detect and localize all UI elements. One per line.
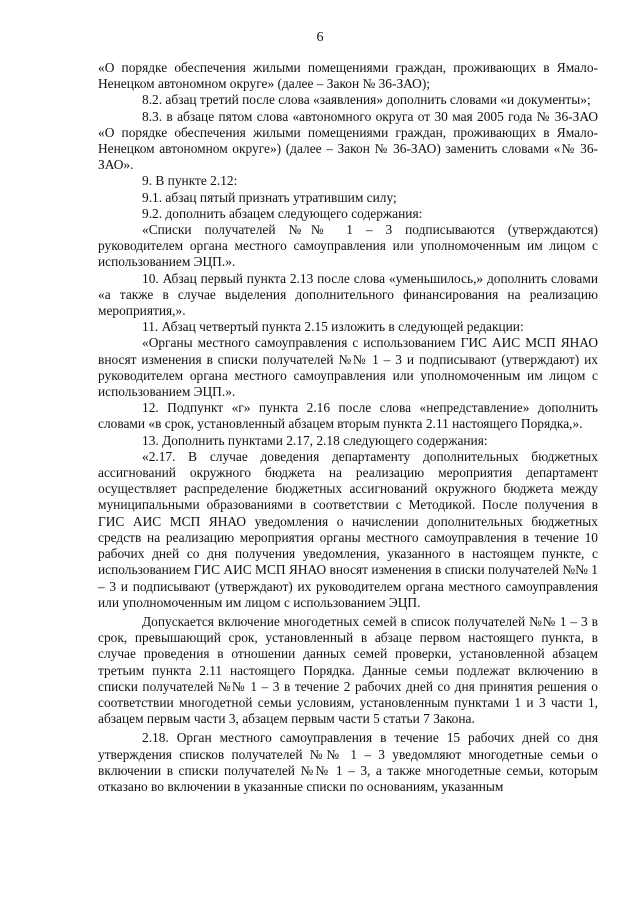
paragraph-8-3: 8.3. в абзаце пятом слова «автономного округа от 30 мая 2005 года № 36-ЗАО «О порядке обеспечения жилыми помещениями граждан, проживающих в Ямало-Ненецком автономном округе») (далее – Закон № 36-ЗАО) заменить словами «№ 36-ЗАО». [98,108,598,173]
paragraph-13: 13. Дополнить пунктами 2.17, 2.18 следующего содержания: [142,432,488,448]
paragraph-2-18: 2.18. Орган местного самоуправления в течение 15 рабочих дней со дня утверждения списков получателей №№ 1 – 3 уведомляют многодетные семьи о включении в списки получателей №№ 1 – 3, а также многодетные семьи, которым отказано во включении в указанные списки по основаниям, указанным [98,730,598,794]
paragraph-2-17: «2.17. В случае доведения департаменту дополнительных бюджетных ассигнований окружного бюджета на реализацию мероприятия департамент осуществляет распределение бюджетных ассигнований окружного бюджета между муниципальными образованиями в соответствии с Методикой. После получения в ГИС АИС МСП ЯНАО уведомления о начислении дополнительных бюджетных средств на реализацию мероприятия органы местного самоуправления в течение 10 рабочих дней со дня получения уведомления, указанного в настоящем пункте, с использованием ГИС АИС МСП ЯНАО вносят изменения в списки получателей №№ 1 – 3 и подписывают (утверждают) их руководителем органа местного самоуправления или уполномоченным им лицом с использованием ЭЦП. [98,448,598,610]
paragraph-10: 10. Абзац первый пункта 2.13 после слова «уменьшилось,» дополнить словами «а также в случае выделения дополнительного финансирования на реализацию мероприятия,». [98,270,598,319]
paragraph-9: 9. В пункте 2.12: [142,173,238,189]
paragraph-11: 11. Абзац четвертый пункта 2.15 изложить в следующей редакции: [142,319,524,335]
paragraph-9-2-quote: «Списки получателей №№ 1 – 3 подписываются (утверждаются) руководителем органа местного самоуправления или уполномоченным им лицом с использованием ЭЦП.». [98,222,598,270]
paragraph-8-2: 8.2. абзац третий после слова «заявления» дополнить словами «и документы»; [142,92,591,108]
document-body [98,60,598,795]
page-number: 6 [316,30,324,45]
paragraph-9-1: 9.1. абзац пятый признать утратившим силу; [142,189,397,205]
paragraph-12: 12. Подпункт «г» пункта 2.16 после слова «непредставление» дополнить словами «в срок, установленный абзацем вторым пункта 2.11 настоящего Порядка,». [98,400,598,432]
paragraph-9-2: 9.2. дополнить абзацем следующего содержания: [142,205,423,221]
paragraph-continuation: «О порядке обеспечения жилыми помещениями граждан, проживающих в Ямало-Ненецком автономном округе» (далее – Закон № 36-ЗАО); [98,60,598,92]
paragraph-2-17-second: Допускается включение многодетных семей в список получателей №№ 1 – 3 в срок, превышающий срок, установленный в абзаце первом настоящего пункта, в случае проведения в отношении данных семей проверки, установленной абзацем третьим пункта 2.11 настоящего Порядка. Данные семьи подлежат включению в списки получателей №№ 1 – 3 в течение 2 рабочих дней со дня принятия решения о соответствии многодетной семьи условиям, установленным пунктами 1 и 3 части 1, абзацем первым части 3, абзацем первым части 5 статьи 7 Закона. [98,613,598,727]
paragraph-11-quote: «Органы местного самоуправления с использованием ГИС АИС МСП ЯНАО вносят изменения в списки получателей №№ 1 – 3 и подписывают (утверждают) их руководителем органа местного самоуправления или уполномоченным им лицом с использованием ЭЦП.». [98,335,598,400]
